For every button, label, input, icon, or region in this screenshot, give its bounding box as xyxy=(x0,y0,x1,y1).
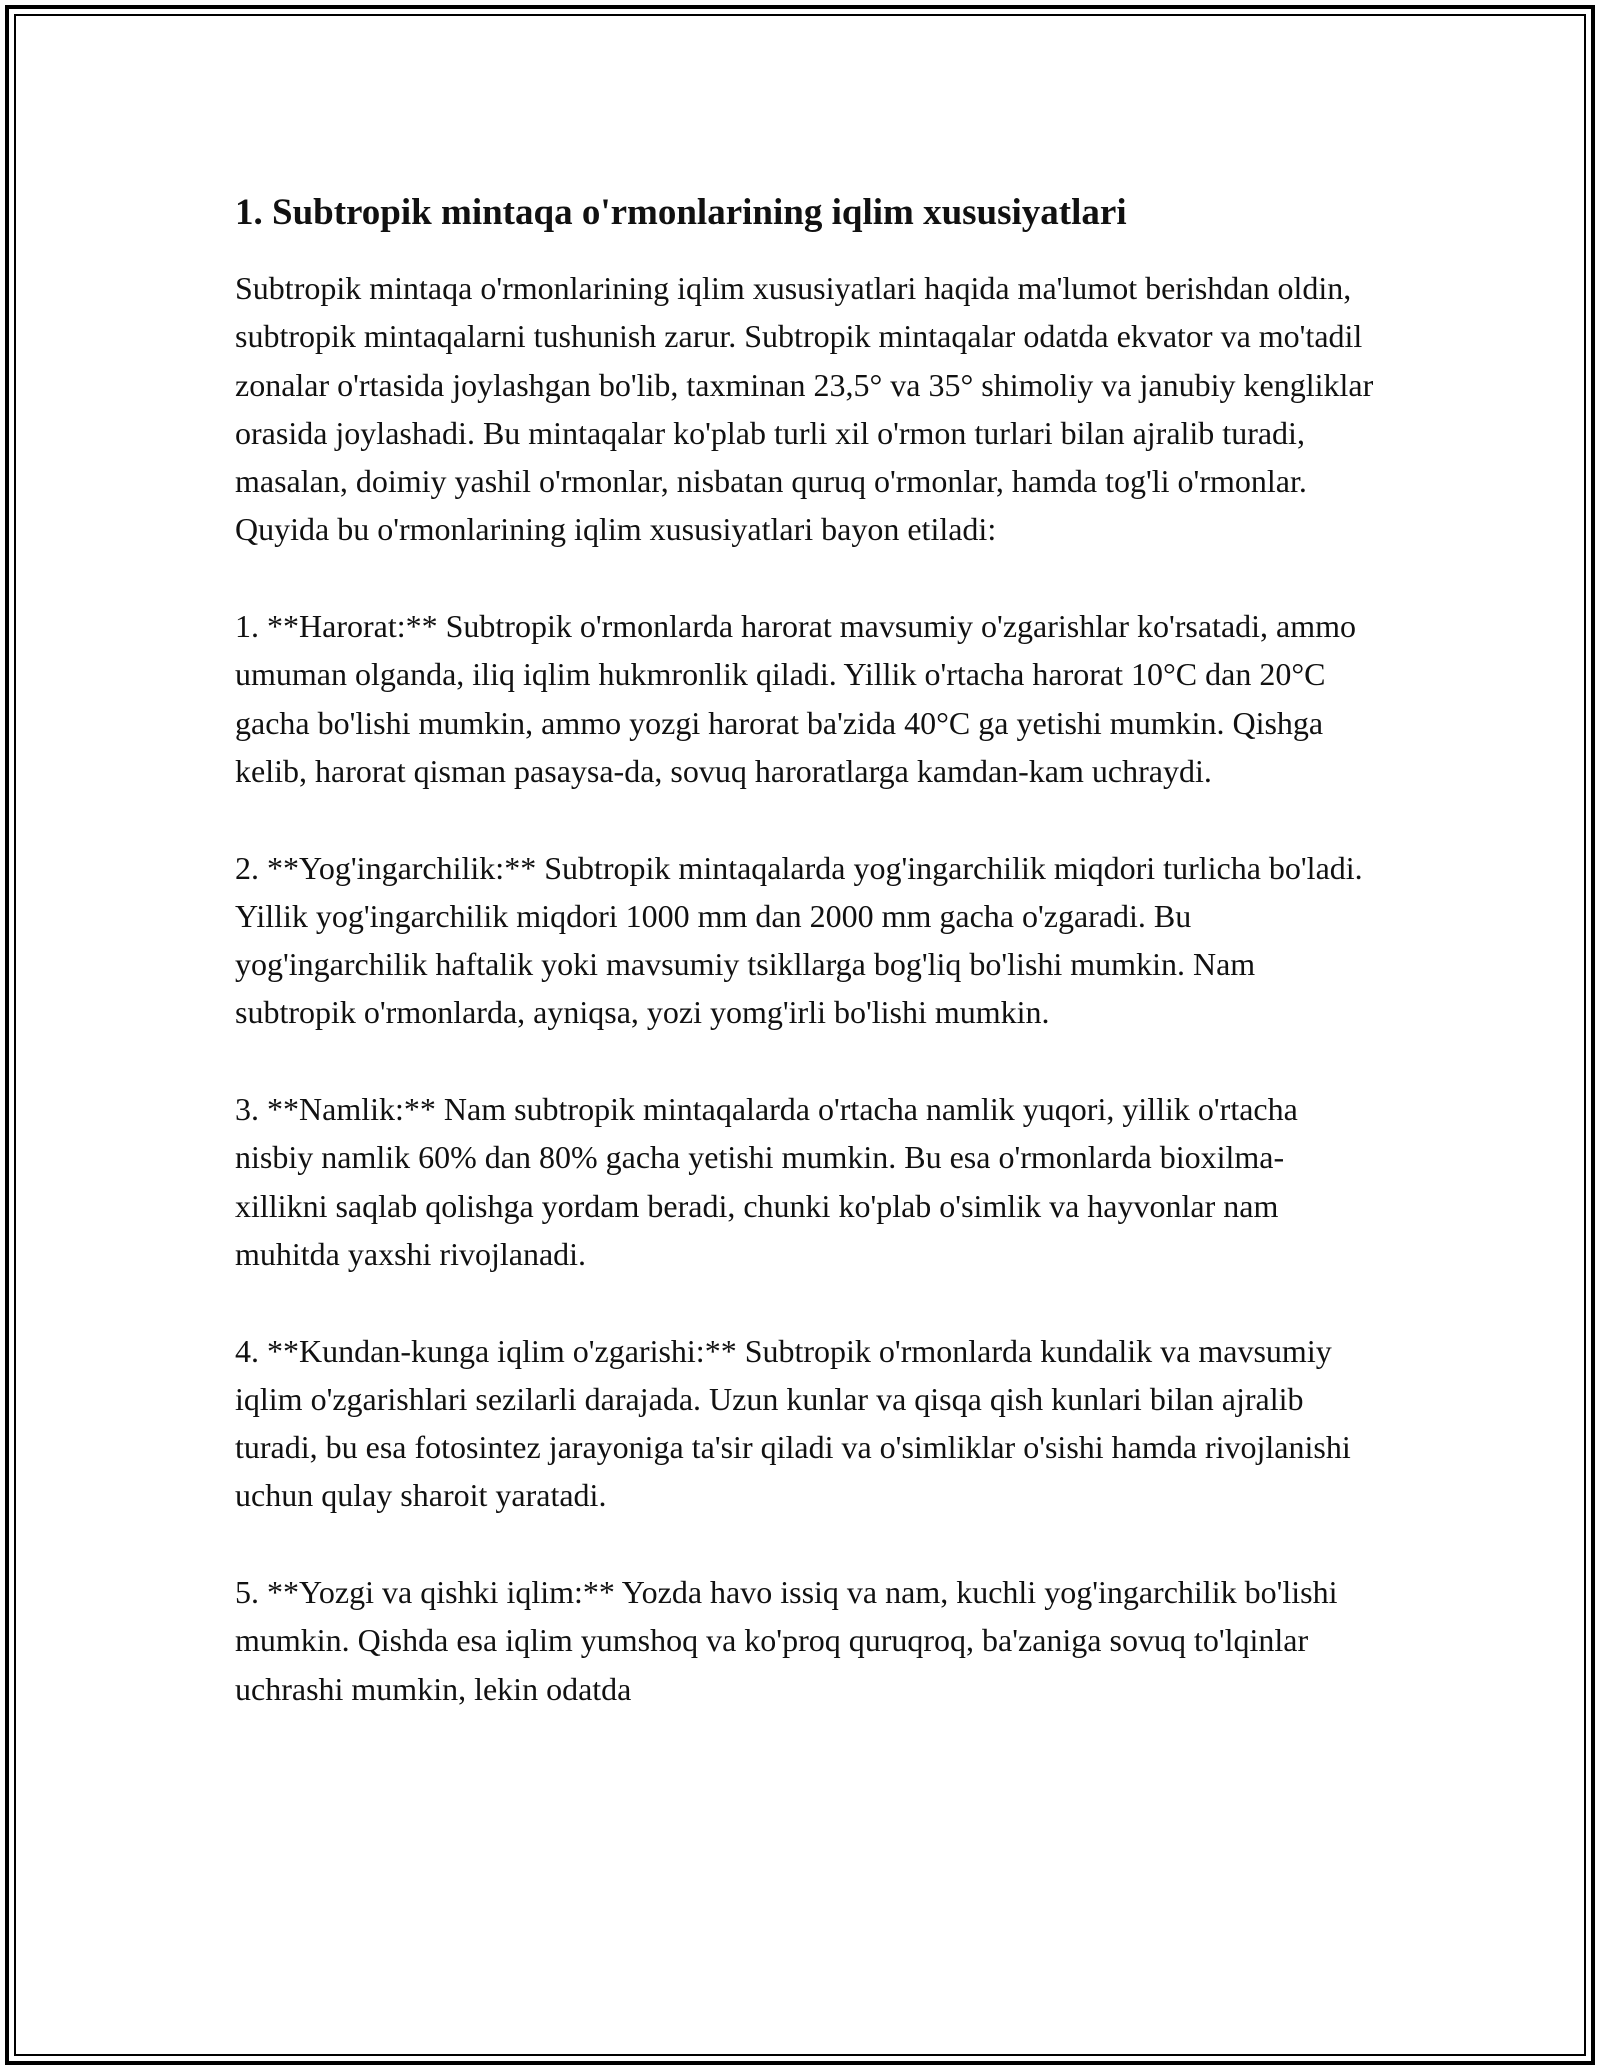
list-item-harorat: 1. **Harorat:** Subtropik o'rmonlarda harorat mavsumiy o'zgarishlar ko'rsatadi, ammo umuman olganda, iliq iqlim hukmronlik qiladi. Yillik o'rtacha harorat 10°C dan 20°C gacha bo'lishi mumkin, ammo yozgi harorat ba'zida 40°C ga yetishi mumkin. Qishga kelib, harorat qisman pasaysa-da, sovuq haroratlarga kamdan-kam uchraydi. xyxy=(235,608,1357,789)
intro-paragraph: Subtropik mintaqa o'rmonlarining iqlim xususiyatlari haqida ma'lumot berishdan oldin, subtropik mintaqalarni tushunish zarur. Subtropik mintaqalar odatda ekvator va mo'tadil zonalar o'rtasida joylashgan bo'lib, taxminan 23,5° va 35° shimoliy va janubiy kengliklar orasida joylashadi. Bu mintaqalar ko'plab turli xil o'rmon turlari bilan ajralib turadi, masalan, doimiy yashil o'rmonlar, nisbatan quruq o'rmonlar, hamda tog'li o'rmonlar. Quyida bu o'rmonlarining iqlim xususiyatlari bayon etiladi: xyxy=(235,270,1374,548)
list-item-iqlim-ozgarishi: 4. **Kundan-kunga iqlim o'zgarishi:** Subtropik o'rmonlarda kundalik va mavsumiy iqlim o'zgarishlari sezilarli darajada. Uzun kunlar va qisqa qish kunlari bilan ajralib turadi, bu esa fotosintez jarayoniga ta'sir qiladi va o'simliklar o'sishi hamda rivojlanishi uchun qulay sharoit yaratadi. xyxy=(235,1332,1351,1514)
section-title: 1. Subtropik mintaqa o'rmonlarining iqlim xususiyatlari xyxy=(235,192,1127,233)
document-body xyxy=(235,186,1375,1713)
list-item-namlik: 3. **Namlik:** Nam subtropik mintaqalarda o'rtacha namlik yuqori, yillik o'rtacha nisbiy namlik 60% dan 80% gacha yetishi mumkin. Bu esa o'rmonlarda bioxilma-xillikni saqlab qolishga yordam beradi, chunki ko'plab o'simlik va hayvonlar nam muhitda yaxshi rivojlanadi. xyxy=(235,1091,1298,1272)
list-item-yogingarchilik: 2. **Yog'ingarchilik:** Subtropik mintaqalarda yog'ingarchilik miqdori turlicha bo'ladi. Yillik yog'ingarchilik miqdori 1000 mm dan 2000 mm gacha o'zgaradi. Bu yog'ingarchilik haftalik yoki mavsumiy tsikllarga bog'liq bo'lishi mumkin. Nam subtropik o'rmonlarda, ayniqsa, yozi yomg'irli bo'lishi mumkin. xyxy=(235,849,1363,1031)
list-item-yozgi-qishki-iqlim: 5. **Yozgi va qishki iqlim:** Yozda havo issiq va nam, kuchli yog'ingarchilik bo'lishi mumkin. Qishda esa iqlim yumshoq va ko'proq quruqroq, ba'zaniga sovuq to'lqinlar uchrashi mumkin, lekin odatda xyxy=(235,1574,1338,1707)
